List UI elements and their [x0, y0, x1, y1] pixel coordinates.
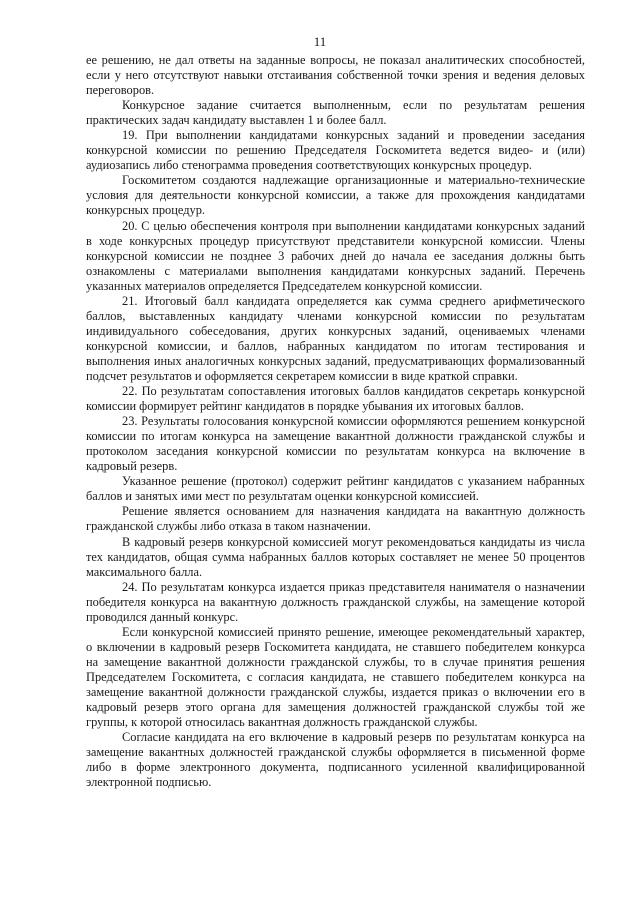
paragraph: В кадровый резерв конкурсной комиссией могут рекомендоваться кандидаты из числа тех кандидатов, общая сумма набранных баллов которых составляет не менее 50 процентов максимального балла.	[86, 534, 585, 579]
paragraph: Конкурсное задание считается выполненным, если по результатам решения практических задач кандидату выставлен 1 и более балл.	[86, 98, 585, 128]
document-body	[86, 53, 585, 790]
paragraph: Решение является основанием для назначения кандидата на вакантную должность гражданской службы либо отказа в таком назначении.	[86, 504, 585, 534]
page-number: 11	[313, 34, 327, 49]
paragraph: 23. Результаты голосования конкурсной комиссии оформляются решением конкурсной комиссии по итогам конкурса на замещение вакантной должности гражданской службы и протоколом заседания конкурсной комиссии по результатам конкурса на включение в кадровый резерв.	[86, 414, 585, 474]
paragraph: 22. По результатам сопоставления итоговых баллов кандидатов секретарь конкурсной комиссии формирует рейтинг кандидатов в порядке убывания их итоговых баллов.	[86, 384, 585, 414]
paragraph: 19. При выполнении кандидатами конкурсных заданий и проведении заседания конкурсной комиссии по решению Председателя Госкомитета ведется видео- и (или) аудиозапись либо стенограмма проведения соответствующих конкурсных процедур.	[86, 128, 585, 173]
paragraph: Согласие кандидата на его включение в кадровый резерв по результатам конкурса на замещение вакантных должностей гражданской службы оформляется в письменной форме либо в форме электронного документа, подписанного усиленной квалифицированной электронной подписью.	[86, 730, 585, 790]
paragraph: 24. По результатам конкурса издается приказ представителя нанимателя о назначении победителя конкурса на вакантную должность гражданской службы, на замещение которой проводился данный конкурс.	[86, 579, 585, 624]
paragraph: Госкомитетом создаются надлежащие организационные и материально-технические условия для деятельности конкурсной комиссии, а также для прохождения кандидатами конкурсных процедур.	[86, 173, 585, 218]
paragraph: 20. С целью обеспечения контроля при выполнении кандидатами конкурсных заданий в ходе конкурсных процедур присутствуют представители конкурсной комиссии. Члены конкурсной комиссии не позднее 3 рабочих дней до начала ее заседания должны быть ознакомлены с материалами выполнения кандидатами конкурсных заданий. Перечень указанных материалов определяется Председателем конкурсной комиссии.	[86, 218, 585, 293]
paragraph: ее решению, не дал ответы на заданные вопросы, не показал аналитических способностей, если у него отсутствуют навыки отстаивания собственной точки зрения и ведения деловых переговоров.	[86, 53, 585, 98]
paragraph: Если конкурсной комиссией принято решение, имеющее рекомендательный характер, о включении в кадровый резерв Госкомитета кандидата, не ставшего победителем конкурса на замещение вакантной должности гражданской службы, то в случае принятия решения Председателем Госкомитета, с согласия кандидата, не ставшего победителем конкурса на замещение вакантной должности гражданской службы, издается приказ о включении его в кадровый резерв этого органа для замещения должностей гражданской службы той же группы, к которой относилась вакантная должность гражданской службы.	[86, 624, 585, 730]
paragraph: 21. Итоговый балл кандидата определяется как сумма среднего арифметического баллов, выставленных кандидату членами конкурсной комиссии по результатам индивидуального собеседования, других конкурсных заданий, оцениваемых членами конкурсной комиссии, и баллов, набранных кандидатом по итогам тестирования и выполнения иных аналогичных конкурсных заданий, предусматривающих формализованный подсчет результатов и оформляется секретарем комиссии в виде краткой справки.	[86, 293, 585, 383]
paragraph: Указанное решение (протокол) содержит рейтинг кандидатов с указанием набранных баллов и занятых ими мест по результатам оценки конкурсной комиссией.	[86, 474, 585, 504]
